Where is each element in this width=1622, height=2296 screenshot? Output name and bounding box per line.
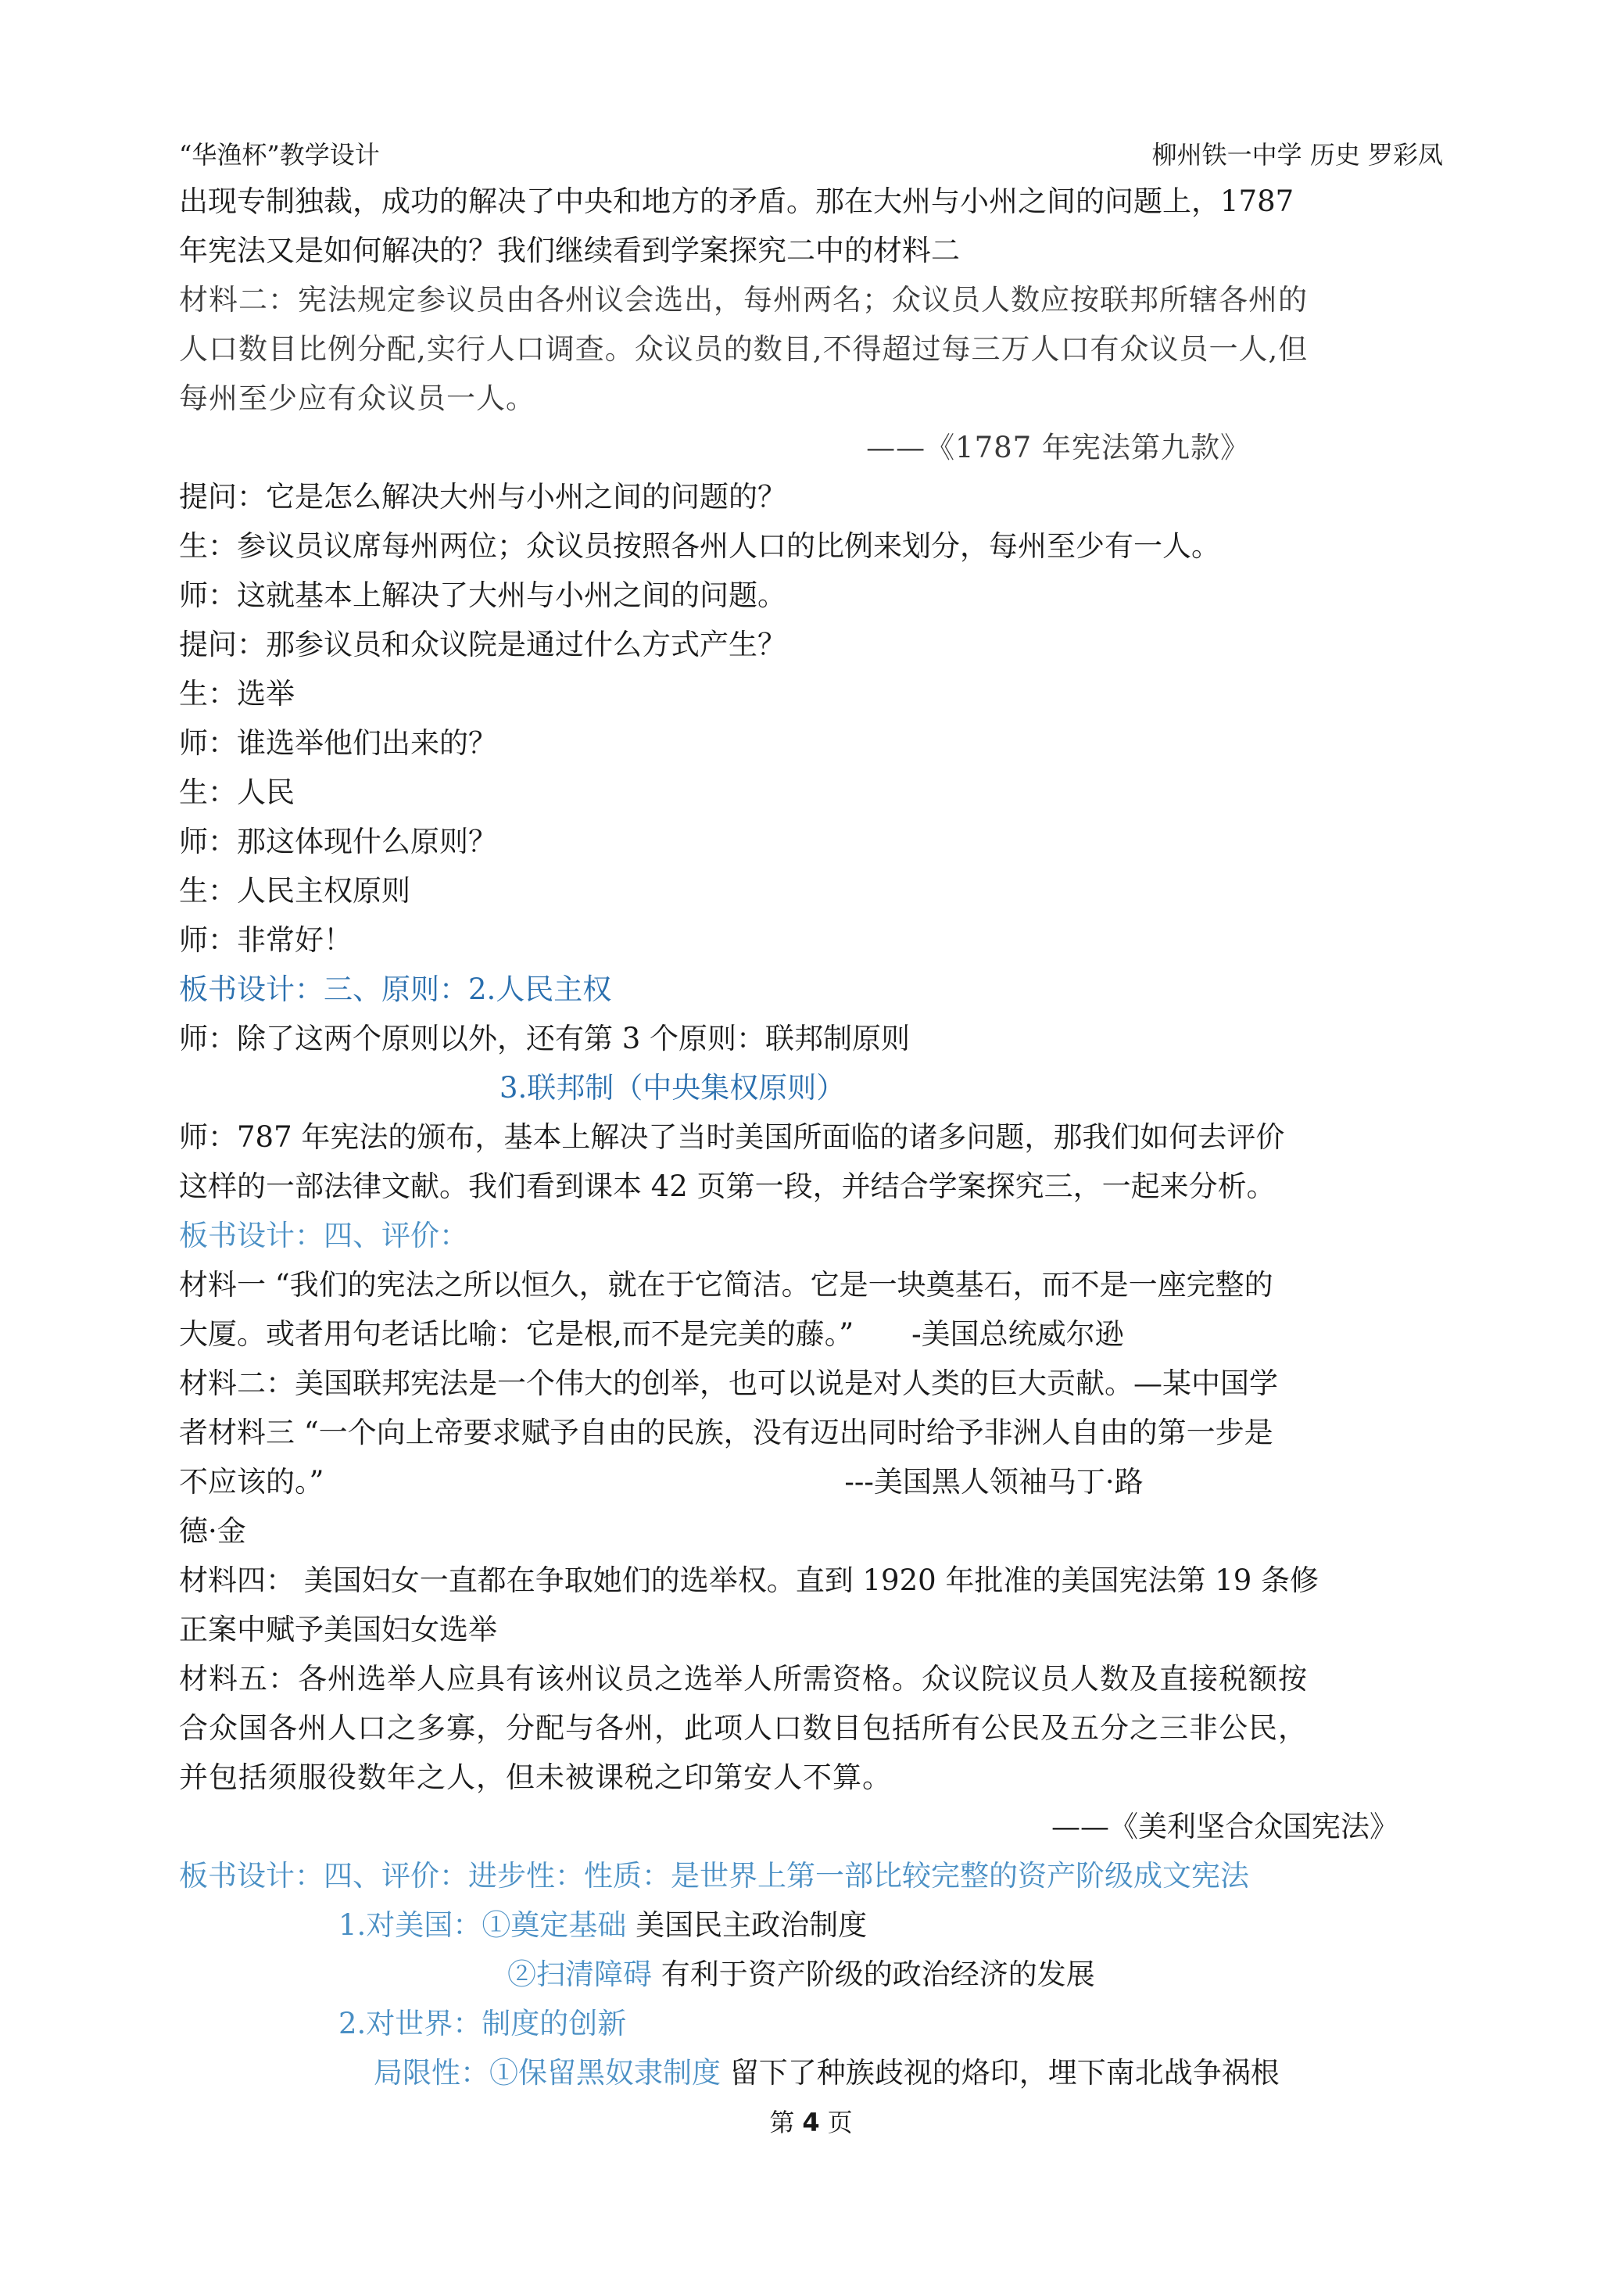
- text-line: 材料四： 美国妇女一直都在争取她们的选举权。直到 1920 年批准的美国宪法第 19 条修: [179, 1564, 1319, 1597]
- text-line: 德·金: [179, 1514, 246, 1548]
- board-line: [179, 1851, 1445, 1900]
- text-line: 师：那这体现什么原则？: [179, 825, 497, 858]
- board-line: [179, 1950, 1445, 1999]
- text-line: 每州至少应有众议员一人。: [179, 381, 535, 415]
- text-line: 材料一 “我们的宪法之所以恒久，就在于它简洁。它是一块奠基石，而不是一座完整的: [179, 1268, 1273, 1302]
- text-line: 提问：那参议员和众议院是通过什么方式产生？: [179, 628, 786, 661]
- text-line: 师：谁选举他们出来的？: [179, 726, 497, 760]
- board-line: [179, 1999, 1445, 2048]
- board-text: 美国民主政治制度: [626, 1908, 868, 1942]
- board-line: [179, 2048, 1445, 2097]
- text-line: 年宪法又是如何解决的？我们继续看到学案探究二中的材料二: [179, 234, 960, 267]
- text-line: 3.联邦制（中央集权原则）: [499, 1071, 846, 1105]
- footer-prefix: 第: [769, 2108, 795, 2137]
- text-line: 板书设计：三、原则：2.人民主权: [179, 972, 612, 1006]
- board-text: ②扫清障碍: [507, 1958, 652, 1991]
- text-line: 出现专制独裁，成功的解决了中央和地方的矛盾。那在大州与小州之间的问题上，1787: [179, 184, 1294, 218]
- text-line: 材料二：美国联邦宪法是一个伟大的创举，也可以说是对人类的巨大贡献。—某中国学: [179, 1366, 1278, 1400]
- text-line: 大厦。或者用句老话比喻：它是根,而不是完美的藤。” -美国总统威尔逊: [179, 1317, 1124, 1351]
- text-line: 生：参议员议席每州两位；众议员按照各州人口的比例来划分，每州至少有一人。: [179, 529, 1220, 563]
- board-text: 板书设计：四、评价：进步性：性质：是世界上第一部比较完整的资产阶级成文宪法: [179, 1859, 1249, 1893]
- page-footer: [0, 2103, 1622, 2139]
- text-line: 师：787 年宪法的颁布，基本上解决了当时美国所面临的诸多问题，那我们如何去评价: [179, 1120, 1285, 1154]
- board-text: 留下了种族歧视的烙印，埋下南北战争祸根: [721, 2056, 1280, 2090]
- text-line: 合众国各州人口之多寡，分配与各州，此项人口数目包括所有公民及五分之三非公民，: [179, 1711, 1308, 1745]
- text-line: 师：除了这两个原则以外，还有第 3 个原则：联邦制原则: [179, 1022, 911, 1055]
- page-header: [179, 134, 1443, 172]
- board-text: 1.对美国：: [338, 1908, 482, 1942]
- text-line: 板书设计：四、评价：: [179, 1219, 468, 1252]
- text-line: 生：人民: [179, 775, 295, 809]
- footer-suffix: 页: [827, 2108, 853, 2137]
- board-text: ①保留黑奴隶制度: [489, 2056, 721, 2090]
- text-line: 提问：它是怎么解决大州与小州之间的问题的？: [179, 480, 786, 514]
- header-left: “华渔杯”教学设计: [179, 140, 380, 170]
- board-text: 2.对世界：制度的创新: [338, 2007, 627, 2040]
- board-text: ①奠定基础: [482, 1908, 627, 1942]
- text-line: 师：非常好！: [179, 923, 353, 957]
- text-line: 师：这就基本上解决了大州与小州之间的问题。: [179, 578, 786, 612]
- header-right: 柳州铁一中学 历史 罗彩凤: [1151, 140, 1443, 170]
- text-line: ——《1787 年宪法第九款》: [866, 431, 1250, 464]
- document-body: [179, 177, 1445, 2097]
- board-text: 有利于资产阶级的政治经济的发展: [652, 1958, 1095, 1991]
- text-line: 生：人民主权原则: [179, 874, 410, 908]
- text-line: 不应该的。” ---美国黑人领袖马丁·路: [179, 1465, 1144, 1499]
- board-line: [179, 1900, 1445, 1950]
- text-line: ——《美利坚合众国宪法》: [1051, 1810, 1398, 1843]
- board-text: 局限性：: [374, 2056, 489, 2090]
- page-number: 4: [802, 2108, 820, 2137]
- text-line: 这样的一部法律文献。我们看到课本 42 页第一段，并结合学案探究三，一起来分析。: [179, 1169, 1276, 1203]
- text-line: 正案中赋予美国妇女选举: [179, 1613, 497, 1646]
- text-line: 材料二：宪法规定参议员由各州议会选出，每州两名；众议员人数应按联邦所辖各州的: [179, 283, 1308, 317]
- text-line: 人口数目比例分配,实行人口调查。众议员的数目,不得超过每三万人口有众议员一人,但: [179, 332, 1309, 366]
- text-line: 生：选举: [179, 677, 295, 711]
- text-line: 材料五：各州选举人应具有该州议员之选举人所需资格。众议院议员人数及直接税额按: [179, 1662, 1308, 1696]
- text-line: 并包括须服役数年之人，但未被课税之印第安人不算。: [179, 1761, 892, 1794]
- text-line: 者材料三 “一个向上帝要求赋予自由的民族，没有迈出同时给予非洲人自由的第一步是: [179, 1416, 1273, 1449]
